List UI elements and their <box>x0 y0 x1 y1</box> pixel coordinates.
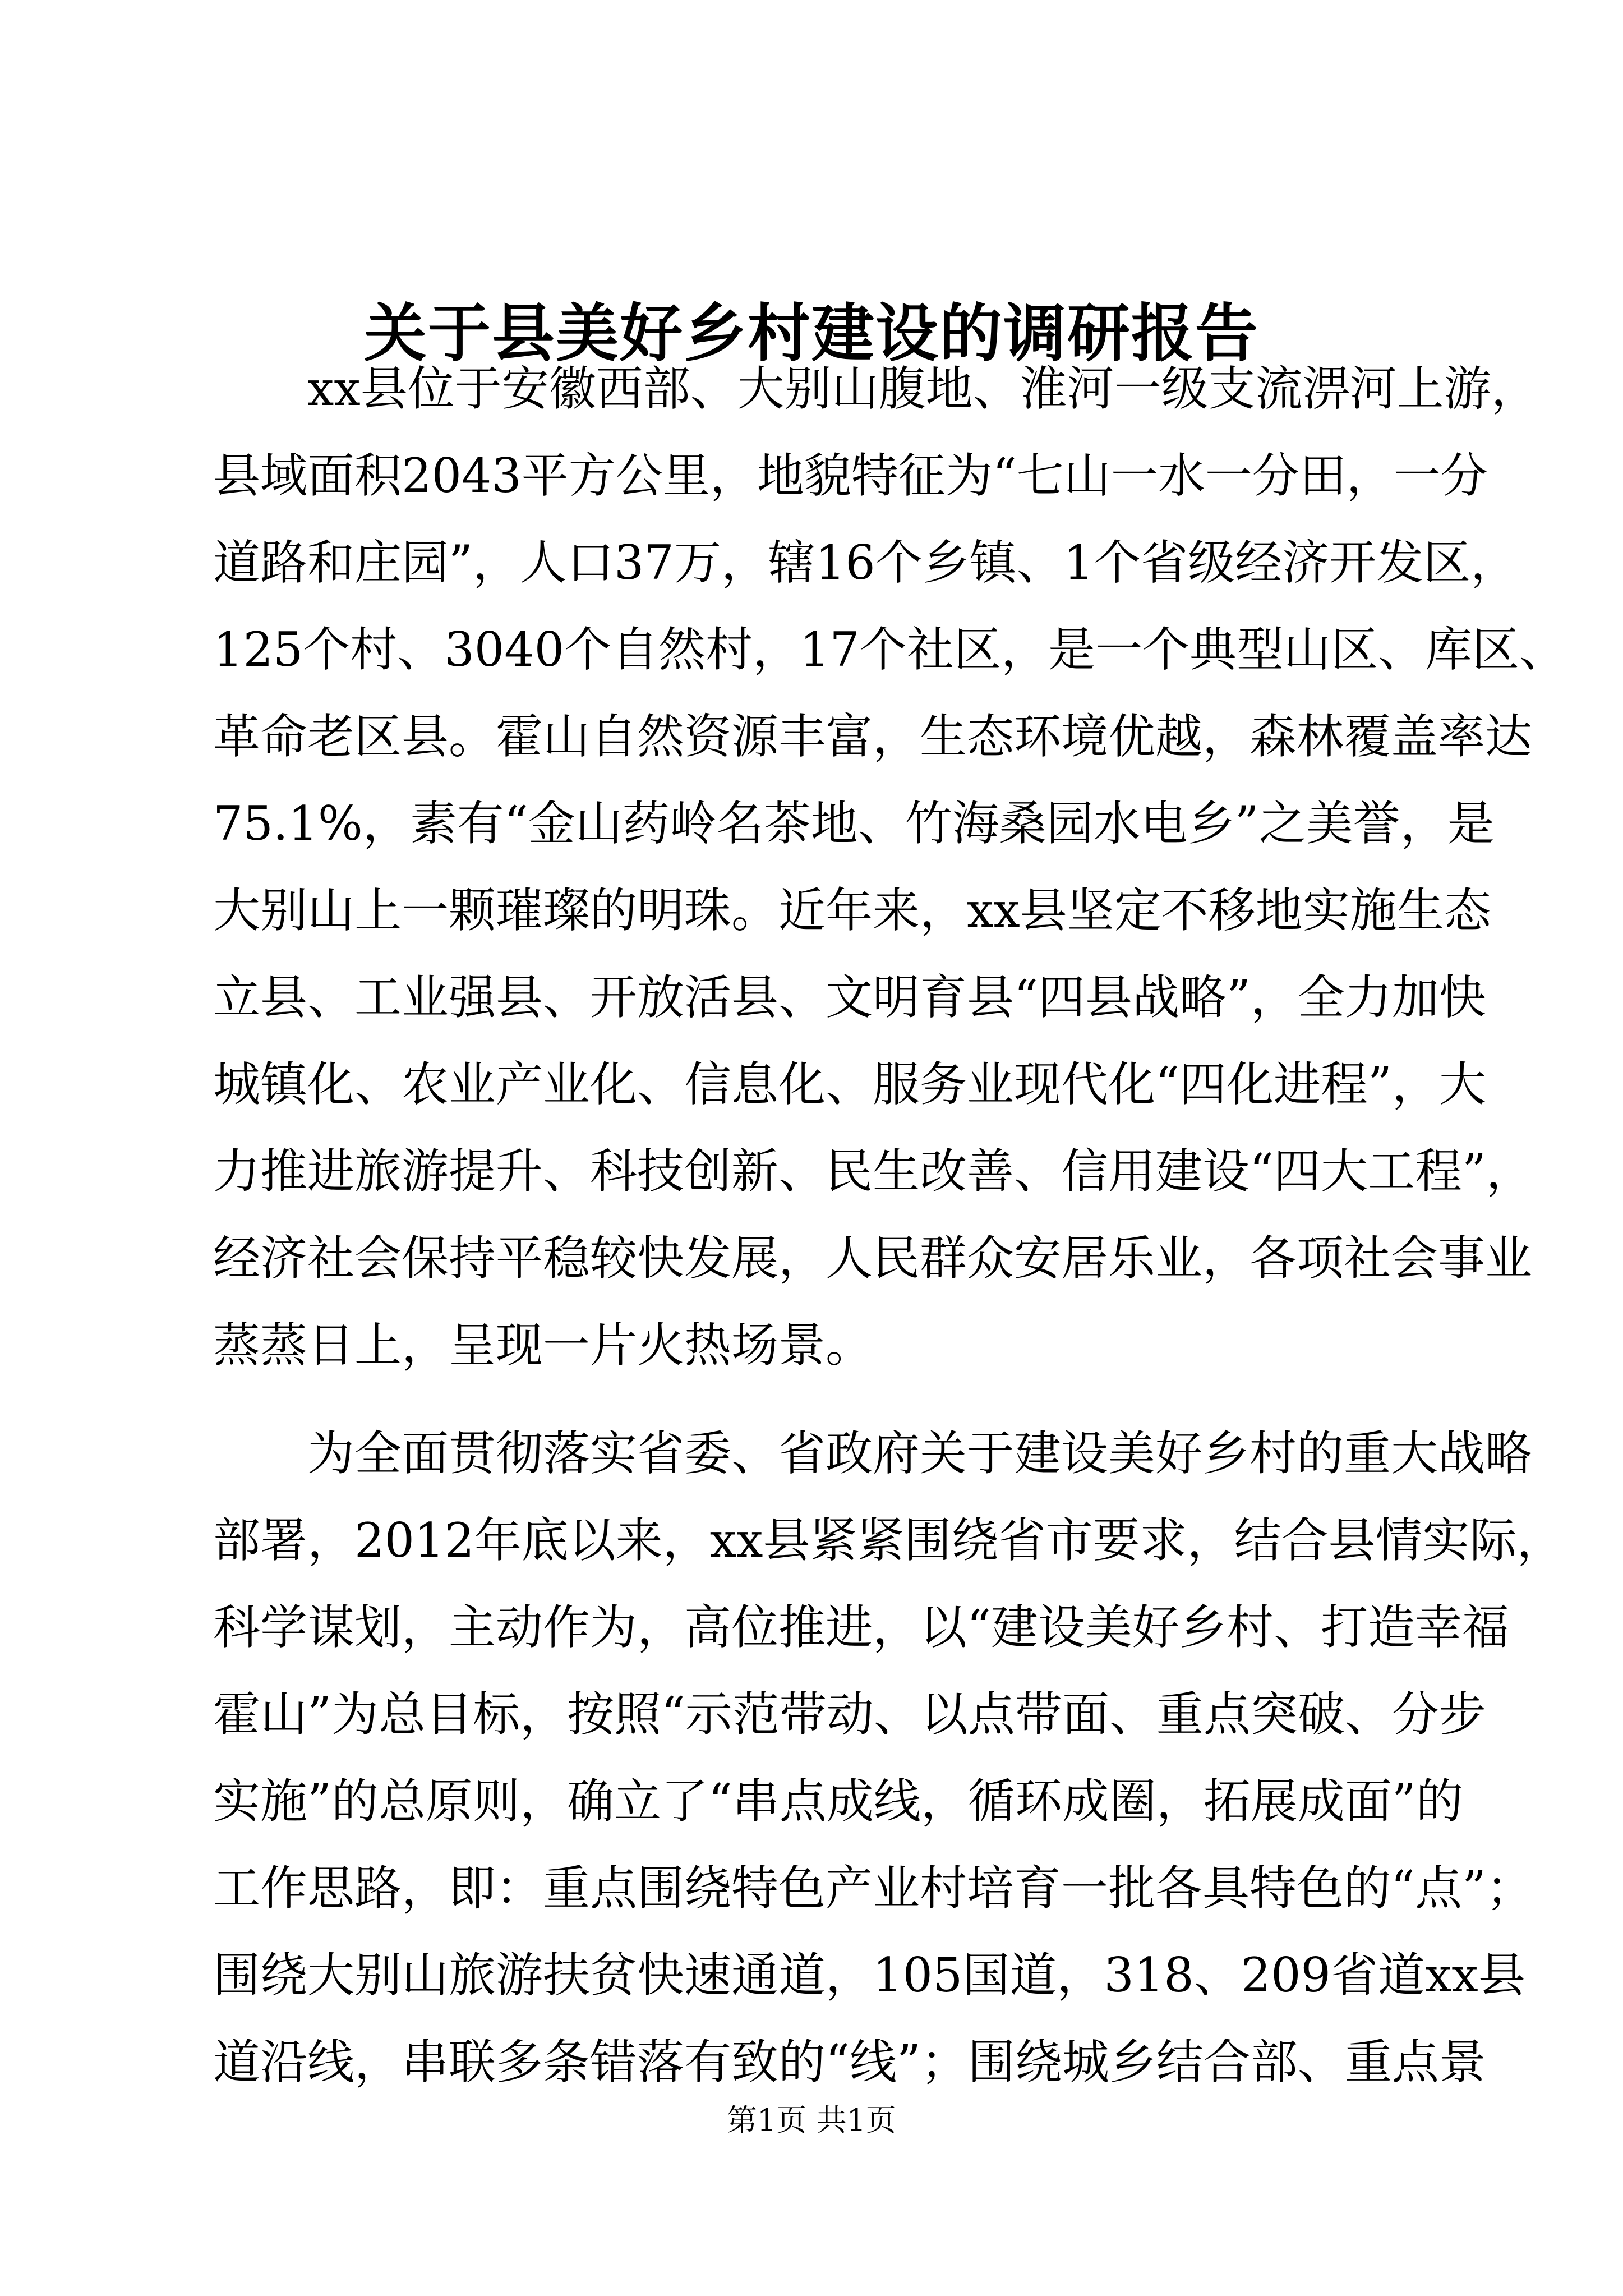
paragraph-2-line-1: 为全面贯彻落实省委、省政府关于建设美好乡村的重大战略 <box>307 1426 1533 1481</box>
paragraph-2-line-4: 霍山”为总目标，按照“示范带动、以点带面、重点突破、分步 <box>213 1687 1486 1742</box>
paragraph-1-line-8: 立县、工业强县、开放活县、文明育县“四县战略”，全力加快 <box>213 970 1486 1025</box>
paragraph-1-line-4: 125个村、3040个自然村，17个社区，是一个典型山区、库区、 <box>213 622 1566 677</box>
page-footer: 第1页 共1页 <box>727 2102 896 2138</box>
paragraph-1-line-3: 道路和庄园”，人口37万，辖16个乡镇、1个省级经济开发区， <box>213 535 1518 590</box>
paragraph-2-line-2: 部署，2012年底以来，xx县紧紧围绕省市要求，结合县情实际， <box>213 1513 1564 1568</box>
paragraph-1-line-9: 城镇化、农业产业化、信息化、服务业现代化“四化进程”，大 <box>213 1057 1486 1112</box>
paragraph-1-line-11: 经济社会保持平稳较快发展，人民群众安居乐业，各项社会事业 <box>213 1231 1533 1286</box>
paragraph-2-line-5: 实施”的总原则，确立了“串点成线，循环成圈，拓展成面”的 <box>213 1774 1463 1829</box>
paragraph-gap <box>213 1389 1436 1410</box>
paragraph-1-line-5: 革命老区县。霍山自然资源丰富，生态环境优越，森林覆盖率达 <box>213 709 1533 764</box>
paragraph-2-line-6: 工作思路，即：重点围绕特色产业村培育一批各具特色的“点”； <box>213 1861 1533 1916</box>
paragraph-1-line-10: 力推进旅游提升、科技创新、民生改善、信用建设“四大工程”， <box>213 1144 1533 1199</box>
paragraph-2-line-8: 道沿线，串联多条错落有致的“线”；围绕城乡结合部、重点景 <box>213 2035 1486 2090</box>
paragraph-2-line-3: 科学谋划，主动作为，高位推进，以“建设美好乡村、打造幸福 <box>213 1600 1509 1655</box>
paragraph-1-line-1: xx县位于安徽西部、大别山腹地、淮河一级支流淠河上游， <box>307 361 1538 416</box>
paragraph-1-line-6: 75.1%，素有“金山药岭名茶地、竹海桑园水电乡”之美誉，是 <box>213 796 1495 851</box>
paragraph-1-line-12: 蒸蒸日上，呈现一片火热场景。 <box>213 1318 873 1373</box>
paragraph-1-line-2: 县域面积2043平方公里，地貌特征为“七山一水一分田，一分 <box>213 448 1488 503</box>
document-body <box>213 346 1566 2106</box>
paragraph-2-line-7: 围绕大别山旅游扶贫快速通道，105国道，318、209省道xx县 <box>213 1948 1525 2003</box>
document-title: 关于县美好乡村建设的调研报告 <box>364 297 1259 370</box>
paragraph-1-line-7: 大别山上一颗璀璨的明珠。近年来，xx县坚定不移地实施生态 <box>213 883 1491 938</box>
